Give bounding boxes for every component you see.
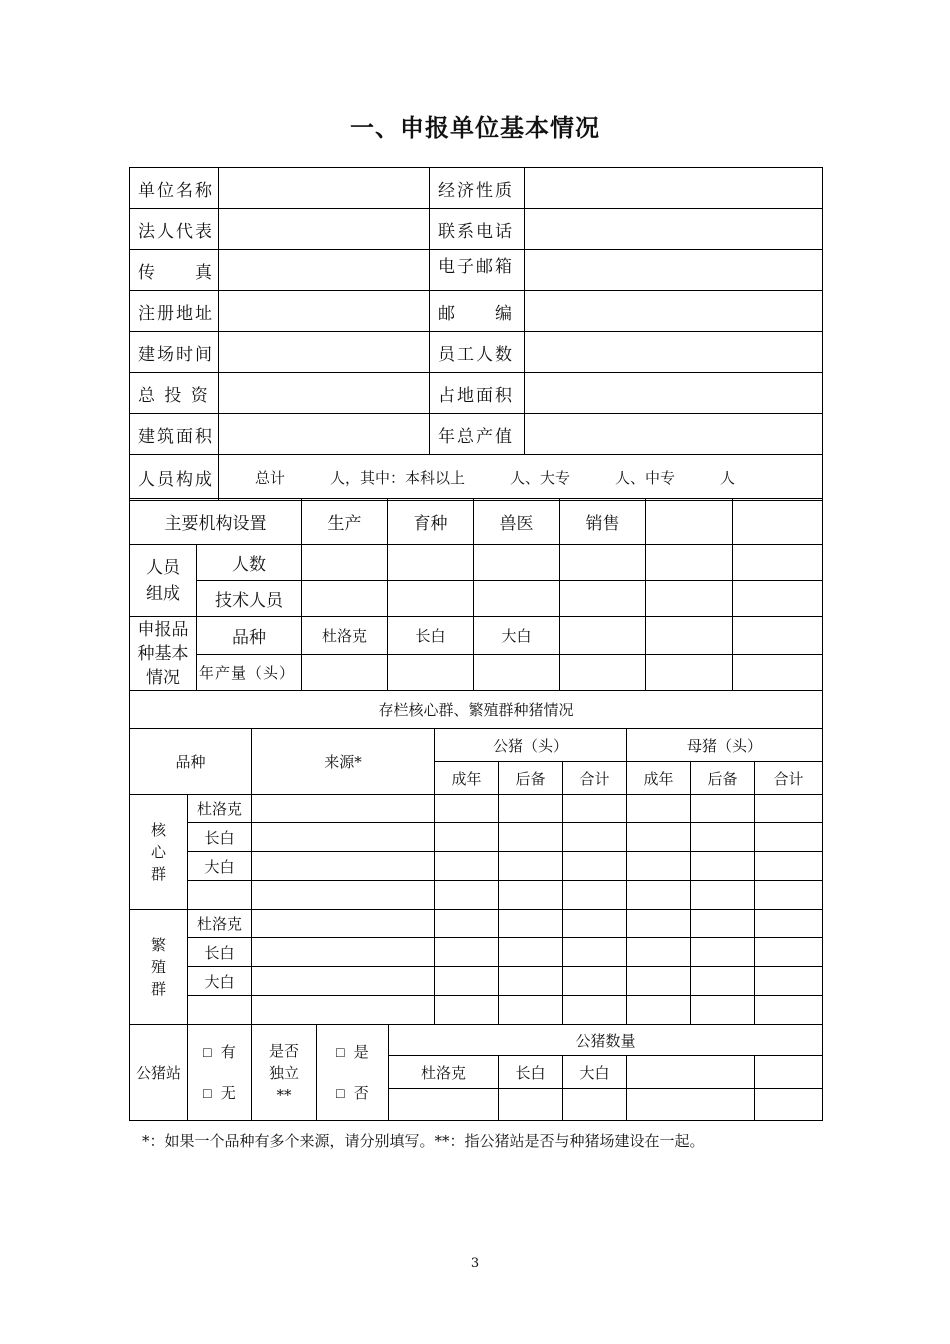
option-has[interactable] <box>202 1032 251 1073</box>
org-label: 主要机构设置 <box>130 499 302 545</box>
sub-col-header: 成年 <box>435 762 499 795</box>
input-cell[interactable] <box>560 581 646 617</box>
input-cell[interactable] <box>435 910 499 938</box>
input-cell[interactable] <box>435 938 499 967</box>
input-cell[interactable] <box>733 499 823 545</box>
input-cell[interactable] <box>499 795 563 823</box>
input-cell[interactable] <box>435 823 499 852</box>
sub-col-header: 后备 <box>691 762 755 795</box>
option-none-label: 无 <box>220 1083 236 1102</box>
input-cell[interactable] <box>560 545 646 581</box>
breed-cell: 杜洛克 <box>188 795 252 823</box>
input-cell[interactable] <box>755 852 823 881</box>
input-cell[interactable] <box>188 996 252 1025</box>
input-cell[interactable] <box>755 1056 823 1089</box>
label-cell: 年总产值 <box>430 414 525 455</box>
input-cell[interactable] <box>388 545 474 581</box>
input-cell[interactable] <box>691 852 755 881</box>
input-cell[interactable] <box>755 910 823 938</box>
breed-cell: 大白 <box>474 617 560 655</box>
input-cell[interactable] <box>219 168 430 209</box>
page-number: 3 <box>470 1256 480 1271</box>
boar-count-header: 公猪数量 <box>389 1025 823 1056</box>
input-cell[interactable] <box>499 881 563 910</box>
checkbox-icon[interactable]: ☐ <box>202 1045 213 1060</box>
core-group-label-text: 核心群 <box>150 821 166 883</box>
input-cell[interactable] <box>435 881 499 910</box>
input-cell[interactable] <box>563 823 627 852</box>
input-cell[interactable] <box>252 881 435 910</box>
boar-station-label: 公猪站 <box>130 1025 188 1121</box>
input-cell[interactable] <box>646 581 733 617</box>
input-cell[interactable] <box>691 938 755 967</box>
input-cell[interactable] <box>560 655 646 691</box>
input-cell[interactable] <box>627 1056 755 1089</box>
input-cell[interactable] <box>627 938 691 967</box>
independent-label <box>252 1025 317 1121</box>
input-cell[interactable] <box>499 967 563 996</box>
input-cell[interactable] <box>435 852 499 881</box>
label-cell: 单位名称 <box>130 168 219 209</box>
input-cell[interactable] <box>733 581 823 617</box>
input-cell[interactable] <box>252 852 435 881</box>
input-cell[interactable] <box>499 852 563 881</box>
input-cell[interactable] <box>560 617 646 655</box>
label-cell: 邮 编 <box>430 291 525 332</box>
input-cell[interactable] <box>499 910 563 938</box>
input-cell[interactable] <box>252 938 435 967</box>
breed-cell: 大白 <box>563 1056 627 1089</box>
input-cell[interactable] <box>563 996 627 1025</box>
breed-cell: 长白 <box>188 823 252 852</box>
row-label: 品种 <box>197 617 302 655</box>
label-cell: 联系电话 <box>430 209 525 250</box>
staff-composition-text: 总计 人，其中：本科以上 人、大专 人、中专 人 <box>219 455 823 501</box>
breed-cell: 杜洛克 <box>188 910 252 938</box>
input-cell[interactable] <box>525 250 823 291</box>
input-cell[interactable] <box>252 996 435 1025</box>
col-breed-header: 品种 <box>130 729 252 795</box>
input-cell[interactable] <box>627 1089 755 1121</box>
input-cell[interactable] <box>646 655 733 691</box>
input-cell[interactable] <box>252 795 435 823</box>
input-cell[interactable] <box>302 581 388 617</box>
input-cell[interactable] <box>627 996 691 1025</box>
label-cell: 员工人数 <box>430 332 525 373</box>
input-cell[interactable] <box>755 881 823 910</box>
input-cell[interactable] <box>755 1089 823 1121</box>
row-label: 人数 <box>197 545 302 581</box>
input-cell[interactable] <box>525 414 823 455</box>
sow-header: 母猪（头） <box>627 729 823 762</box>
input-cell[interactable] <box>388 655 474 691</box>
organization-table <box>129 498 823 691</box>
input-cell[interactable] <box>525 209 823 250</box>
input-cell[interactable] <box>733 655 823 691</box>
input-cell[interactable] <box>302 655 388 691</box>
input-cell[interactable] <box>646 499 733 545</box>
input-cell[interactable] <box>252 823 435 852</box>
option-not-label: 否 <box>353 1083 369 1102</box>
col-source-header: 来源* <box>252 729 435 795</box>
label-cell: 总 投 资 <box>130 373 219 414</box>
row-label: 技术人员 <box>197 581 302 617</box>
breed-cell: 大白 <box>188 967 252 996</box>
input-cell[interactable] <box>755 967 823 996</box>
input-cell[interactable] <box>435 795 499 823</box>
input-cell[interactable] <box>563 881 627 910</box>
input-cell[interactable] <box>755 795 823 823</box>
basic-info-table <box>129 167 823 501</box>
input-cell[interactable] <box>755 996 823 1025</box>
input-cell[interactable] <box>563 910 627 938</box>
label-cell: 建场时间 <box>130 332 219 373</box>
independent-label-text: 是否独立** <box>268 1041 299 1104</box>
checkbox-icon[interactable]: ☐ <box>335 1045 346 1060</box>
boar-header: 公猪（头） <box>435 729 627 762</box>
input-cell[interactable] <box>755 823 823 852</box>
label-cell: 经济性质 <box>430 168 525 209</box>
input-cell[interactable] <box>646 545 733 581</box>
input-cell[interactable] <box>691 910 755 938</box>
option-is-label: 是 <box>353 1042 369 1061</box>
input-cell[interactable] <box>563 938 627 967</box>
checkbox-icon[interactable]: ☐ <box>335 1086 346 1101</box>
breeding-group-label-text: 繁殖群 <box>150 936 166 998</box>
input-cell[interactable] <box>435 967 499 996</box>
has-station-options <box>188 1025 252 1121</box>
input-cell[interactable] <box>525 291 823 332</box>
input-cell[interactable] <box>525 373 823 414</box>
sub-col-header: 合计 <box>755 762 823 795</box>
sub-col-header: 成年 <box>627 762 691 795</box>
input-cell[interactable] <box>627 910 691 938</box>
staff-label: 人员构成 <box>130 455 219 501</box>
input-cell[interactable] <box>219 250 430 291</box>
personnel-label <box>130 545 197 617</box>
breed-cell: 长白 <box>188 938 252 967</box>
breed-cell: 大白 <box>188 852 252 881</box>
option-has-label: 有 <box>220 1042 236 1061</box>
herd-section-title: 存栏核心群、繁殖群种猪情况 <box>130 691 823 729</box>
input-cell[interactable] <box>499 938 563 967</box>
input-cell[interactable] <box>627 852 691 881</box>
personnel-label-text: 人员组成 <box>146 557 180 604</box>
input-cell[interactable] <box>563 1089 627 1121</box>
breed-cell: 长白 <box>499 1056 563 1089</box>
footnote: *：如果一个品种有多个来源，请分别填写。**：指公猪站是否与种猪场建设在一起。 <box>142 1132 705 1150</box>
input-cell[interactable] <box>627 967 691 996</box>
input-cell[interactable] <box>691 967 755 996</box>
org-col: 销售 <box>560 499 646 545</box>
breeds-apply-label <box>130 617 197 691</box>
checkbox-icon[interactable]: ☐ <box>202 1086 213 1101</box>
input-cell[interactable] <box>219 209 430 250</box>
sub-col-header: 后备 <box>499 762 563 795</box>
org-col: 生产 <box>302 499 388 545</box>
option-is[interactable] <box>335 1032 388 1073</box>
input-cell[interactable] <box>563 852 627 881</box>
label-cell: 法人代表 <box>130 209 219 250</box>
label-cell: 建筑面积 <box>130 414 219 455</box>
input-cell[interactable] <box>691 823 755 852</box>
input-cell[interactable] <box>435 996 499 1025</box>
input-cell[interactable] <box>627 823 691 852</box>
label-cell: 传 真 <box>130 250 219 291</box>
row-label: 年产量（头） <box>197 655 302 691</box>
sub-col-header: 合计 <box>563 762 627 795</box>
herd-table <box>129 690 823 1121</box>
input-cell[interactable] <box>474 581 560 617</box>
input-cell[interactable] <box>499 823 563 852</box>
input-cell[interactable] <box>525 332 823 373</box>
input-cell[interactable] <box>474 655 560 691</box>
input-cell[interactable] <box>563 795 627 823</box>
input-cell[interactable] <box>252 910 435 938</box>
page-title: 一、申报单位基本情况 <box>350 114 600 142</box>
independent-options <box>317 1025 389 1121</box>
input-cell[interactable] <box>474 545 560 581</box>
input-cell[interactable] <box>627 795 691 823</box>
input-cell[interactable] <box>691 795 755 823</box>
input-cell[interactable] <box>188 881 252 910</box>
input-cell[interactable] <box>627 881 691 910</box>
input-cell[interactable] <box>389 1089 499 1121</box>
input-cell[interactable] <box>525 168 823 209</box>
input-cell[interactable] <box>691 881 755 910</box>
label-cell: 注册地址 <box>130 291 219 332</box>
input-cell[interactable] <box>733 617 823 655</box>
input-cell[interactable] <box>733 545 823 581</box>
input-cell[interactable] <box>755 938 823 967</box>
input-cell[interactable] <box>302 545 388 581</box>
input-cell[interactable] <box>499 996 563 1025</box>
label-cell: 电子邮箱 <box>430 250 525 291</box>
org-col: 育种 <box>388 499 474 545</box>
breeding-group-label <box>130 910 188 1025</box>
input-cell[interactable] <box>499 1089 563 1121</box>
input-cell[interactable] <box>252 967 435 996</box>
option-not[interactable] <box>335 1073 388 1114</box>
input-cell[interactable] <box>219 332 430 373</box>
input-cell[interactable] <box>646 617 733 655</box>
label-cell: 占地面积 <box>430 373 525 414</box>
breeds-apply-label-text: 申报品种基本情况 <box>137 619 189 688</box>
input-cell[interactable] <box>691 996 755 1025</box>
input-cell[interactable] <box>219 291 430 332</box>
input-cell[interactable] <box>219 414 430 455</box>
breed-cell: 长白 <box>388 617 474 655</box>
breed-cell: 杜洛克 <box>389 1056 499 1089</box>
breed-cell: 杜洛克 <box>302 617 388 655</box>
core-group-label <box>130 795 188 910</box>
org-col: 兽医 <box>474 499 560 545</box>
input-cell[interactable] <box>563 967 627 996</box>
input-cell[interactable] <box>388 581 474 617</box>
input-cell[interactable] <box>219 373 430 414</box>
option-none[interactable] <box>202 1073 251 1114</box>
